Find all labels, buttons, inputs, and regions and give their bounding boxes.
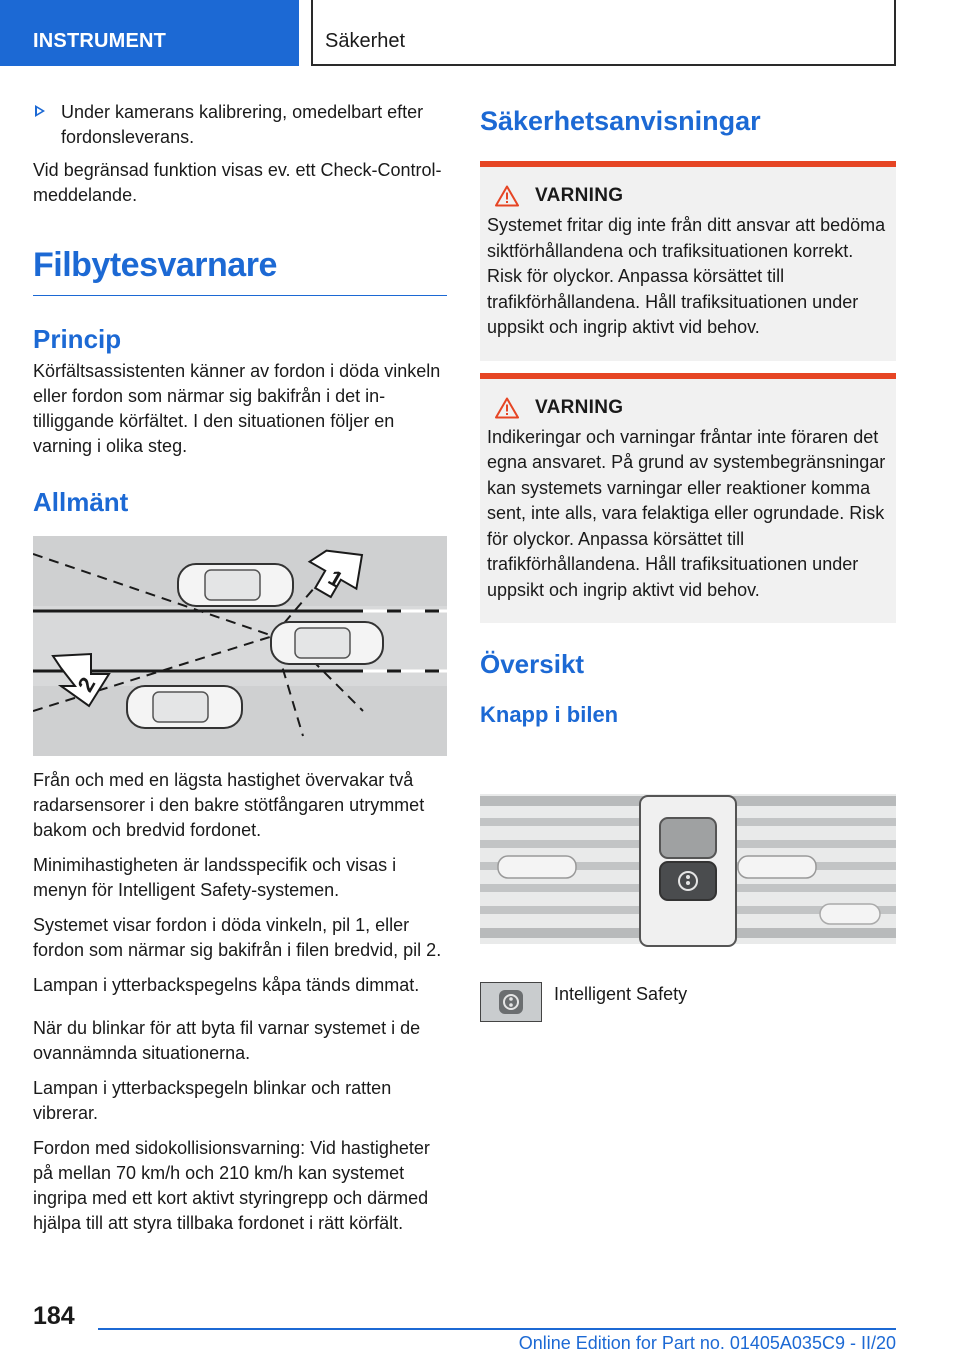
paragraph-check-control: Vid begränsad funktion visas ev. ett Check-Control-meddelande. [33,160,442,205]
warning-text: Indikeringar och varningar fråntar inte föraren det egna ansvaret. På grund av systembegränsningar kan systemets varningar eller reaktioner komma sent, inte alls, vara felaktiga eller ogrundade. Risk för olyckor. Anpassa körsättet till trafikförhållandena. Håll trafiksituationen under uppsikt och ingrip aktivt vid behov. [487,426,886,600]
arrow-label-2: 2 [72,672,101,696]
chapter-title: Säkerhet [325,30,406,52]
page-number: 184 [33,1302,75,1330]
paragraph-lamp-dim: Lampan i ytterbackspegelns kåpa tänds dimmat. [33,975,420,995]
left-column [33,100,447,1246]
paragraph-princip: Körfältsassistenten känner av fordon i döda vinkeln eller fordon som närmar sig bakifrån i det intilliggande körfältet. I den situationen följer en varning i olika steg. [33,361,441,456]
car-approaching [127,686,242,728]
paragraph-side-collision: Fordon med sidokollisionsvarning: Vid hastigheter på mellan 70 km/h och 210 km/h kan systemet ingripa med ett kort aktivt styringrepp och därmed hjälpa till att styra tillbaka fordonet i rätt körfält. [33,1138,430,1233]
list-item [33,100,447,150]
heading-allmant: Allmänt [33,487,129,517]
chapter-header [311,0,896,66]
section-tab [0,0,299,66]
footer-edition: Online Edition for Part no. 01405A035C9 - II/20 [518,1333,896,1353]
car-blind-spot [178,564,293,606]
section-title: INSTRUMENT [33,30,167,52]
warning-text: Systemet fritar dig inte från ditt ansvar att bedöma siktförhållandena och trafiksituationen korrekt. Risk för olyckor. Anpassa körsättet till trafikförhållandena. Håll trafiksituationen under uppsikt och ingrip aktivt vid behov. [487,215,886,337]
warning-label: VARNING [535,396,624,418]
paragraph-min-speed: Minimihastigheten är landsspecifik och visas i menyn för Intelligent Safety-systemen. [33,855,397,900]
heading-princip: Princip [33,324,122,354]
lane-change-illustration [33,536,447,756]
warning-box [480,373,896,624]
paragraph-blind-spot: Systemet visar fordon i döda vinkeln, pil 1, eller fordon som närmar sig bakifrån i filen bredvid, pil 2. [33,915,442,960]
intelligent-safety-label: Intelligent Safety [554,984,688,1004]
heading-knapp: Knapp i bilen [480,702,619,727]
paragraph-lamp-blink: Lampan i ytterbackspegeln blinkar och ratten vibrerar. [33,1078,392,1123]
paragraph-radar: Från och med en lägsta hastighet övervakar två radarsensorer i den bakre stötfångaren utrymmet bakom och bredvid fordonet. [33,770,425,840]
bullet-text: Under kamerans kalibrering, omedelbart efter fordonsleverans. [61,102,424,147]
heading-sakerhet: Säkerhetsanvisningar [480,106,761,136]
right-column [480,100,896,1022]
warning-label: VARNING [535,185,624,206]
car-own [271,622,383,664]
warning-triangle-icon [495,185,519,207]
triangle-bullet-icon [35,105,45,117]
warning-box [480,161,896,361]
dashboard-button-photo [480,744,896,966]
heading-oversikt: Översikt [480,649,585,679]
button-legend [480,982,896,1022]
paragraph-indicator: När du blinkar för att byta fil varnar systemet i de ovannämnda situationerna. [33,1018,421,1063]
footer-divider [98,1328,896,1330]
arrow-label-1: 1 [324,564,348,593]
warning-triangle-icon [495,397,519,419]
intelligent-safety-button-icon [480,982,542,1022]
page-title: Filbytesvarnare [33,246,447,296]
